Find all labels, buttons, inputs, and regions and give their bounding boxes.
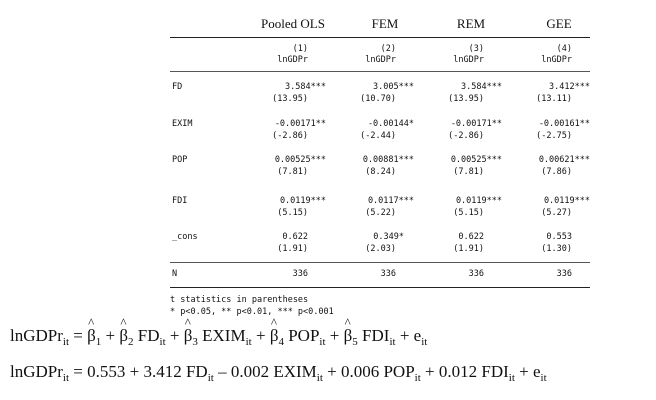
- bottom-rule: [170, 287, 590, 288]
- eq-sub: 3: [192, 336, 198, 348]
- notes-line-significance: * p<0.05, ** p<0.01, *** p<0.001: [170, 307, 334, 317]
- col-title-pooled-ols: Pooled OLS: [261, 16, 325, 31]
- eq-sub: it: [414, 372, 421, 384]
- n-cell: 336: [556, 269, 572, 279]
- eq-op: +: [101, 326, 120, 345]
- coef-cell: 0.622: [458, 232, 484, 242]
- tstat-cell: (7.86): [541, 167, 572, 177]
- beta-hat-2: ^ β: [119, 326, 128, 346]
- tstat-cell: (10.70): [360, 94, 396, 104]
- eq-sub: it: [316, 372, 323, 384]
- beta-hat-4: ^ β: [270, 326, 279, 346]
- coef-cell: 0.622: [282, 232, 308, 242]
- tstat-cell: (-2.75): [536, 131, 572, 141]
- eq-sub: it: [62, 336, 70, 348]
- coef-cell: 3.412***: [549, 82, 590, 92]
- eq-var-fdi: FDI: [357, 326, 390, 345]
- eq-op: +: [165, 326, 184, 345]
- eq-op: +: [325, 326, 344, 345]
- col-number: (2): [380, 44, 396, 54]
- coef-cell: 3.584***: [461, 82, 502, 92]
- coef-cell: -0.00171**: [274, 119, 326, 129]
- eq-sub: it: [319, 336, 326, 348]
- eq-sub: it: [159, 336, 166, 348]
- eq-sub: it: [62, 372, 70, 384]
- coef-cell: -0.00144*: [367, 119, 414, 129]
- tstat-cell: (5.22): [365, 208, 396, 218]
- tstat-cell: (1.91): [277, 244, 308, 254]
- eq-sub: it: [508, 372, 515, 384]
- header-rule: [170, 71, 590, 72]
- eq-sub: it: [389, 336, 396, 348]
- eq-sub: 4: [278, 336, 284, 348]
- tstat-cell: (5.27): [541, 208, 572, 218]
- dep-var-label: lnGDPr: [365, 55, 396, 65]
- tstat-cell: (13.11): [536, 94, 572, 104]
- tstat-cell: (-2.86): [448, 131, 484, 141]
- coef-cell: 3.005***: [373, 82, 414, 92]
- coef-cell: 0.553: [546, 232, 572, 242]
- eq-sub: 5: [352, 336, 358, 348]
- column-title-row: [170, 12, 590, 34]
- row-label-pop: POP: [172, 155, 188, 165]
- eq-op: +: [251, 326, 270, 345]
- estimated-equation: [10, 362, 547, 384]
- beta-hat-1: ^ β: [87, 326, 96, 346]
- model-equation: [10, 326, 427, 348]
- n-cell: 336: [380, 269, 396, 279]
- row-label-fd: FD: [172, 82, 183, 92]
- eq-error: + e: [395, 326, 422, 345]
- eq-term: – 0.002 EXIM: [213, 362, 317, 381]
- coef-cell: 0.0119***: [455, 196, 502, 206]
- col-title-rem: REM: [456, 16, 486, 31]
- eq-term: = 0.553 + 3.412 FD: [69, 362, 208, 381]
- eq-var-fd: FD: [133, 326, 160, 345]
- table-notes: [170, 294, 334, 318]
- tstat-cell: (13.95): [272, 94, 308, 104]
- beta-hat-5: ^ β: [344, 326, 353, 346]
- eq-sub: it: [245, 336, 252, 348]
- tstat-cell: (7.81): [453, 167, 484, 177]
- coef-cell: 0.00621***: [538, 155, 590, 165]
- coef-cell: 3.584***: [285, 82, 326, 92]
- row-label-exim: EXIM: [172, 119, 193, 129]
- coef-cell: 0.00525***: [450, 155, 502, 165]
- col-number: (3): [468, 44, 484, 54]
- eq-lhs: lnGDPr: [10, 326, 63, 345]
- tstat-cell: (2.03): [365, 244, 396, 254]
- col-number: (1): [292, 44, 308, 54]
- tstat-cell: (-2.86): [272, 131, 308, 141]
- eq-var-pop: POP: [283, 326, 320, 345]
- dep-var-label: lnGDPr: [453, 55, 484, 65]
- dep-var-label: lnGDPr: [541, 55, 572, 65]
- tstat-cell: (13.95): [448, 94, 484, 104]
- coef-cell: -0.00161**: [538, 119, 590, 129]
- tstat-cell: (1.30): [541, 244, 572, 254]
- col-number: (4): [556, 44, 572, 54]
- coef-cell: 0.0117***: [367, 196, 414, 206]
- eq-sign: =: [69, 326, 88, 345]
- body-rule: [170, 262, 590, 263]
- coef-cell: -0.00171**: [450, 119, 502, 129]
- coef-cell: 0.0119***: [279, 196, 326, 206]
- eq-lhs: lnGDPr: [10, 362, 63, 381]
- row-label-cons: _cons: [172, 232, 198, 242]
- row-label-n: N: [172, 269, 178, 279]
- tstat-cell: (1.91): [453, 244, 484, 254]
- eq-sub: 1: [95, 336, 102, 348]
- tstat-cell: (5.15): [453, 208, 484, 218]
- regression-table: [170, 12, 590, 279]
- n-cell: 336: [468, 269, 484, 279]
- coef-cell: 0.00525***: [274, 155, 326, 165]
- row-label-fdi: FDI: [172, 196, 188, 206]
- tstat-cell: (7.81): [277, 167, 308, 177]
- eq-term: + 0.012 FDI: [420, 362, 509, 381]
- dep-var-label: lnGDPr: [277, 55, 308, 65]
- eq-sub: 2: [128, 336, 134, 348]
- eq-sub: it: [207, 372, 214, 384]
- eq-sub: it: [540, 372, 547, 384]
- col-title-gee: GEE: [546, 16, 572, 31]
- eq-term: + 0.006 POP: [322, 362, 415, 381]
- tstat-cell: (8.24): [365, 167, 396, 177]
- top-rule: [170, 37, 590, 38]
- eq-var-exim: EXIM: [197, 326, 246, 345]
- coef-cell: 0.349*: [373, 232, 404, 242]
- coef-cell: 0.0119***: [543, 196, 590, 206]
- tstat-cell: (5.15): [277, 208, 308, 218]
- eq-error: + e: [514, 362, 541, 381]
- notes-line-tstat: t statistics in parentheses: [170, 295, 309, 305]
- beta-hat-3: ^ β: [184, 326, 193, 346]
- tstat-cell: (-2.44): [360, 131, 396, 141]
- col-title-fem: FEM: [371, 16, 399, 31]
- eq-sub: it: [421, 336, 428, 348]
- coef-cell: 0.00881***: [362, 155, 414, 165]
- n-cell: 336: [292, 269, 308, 279]
